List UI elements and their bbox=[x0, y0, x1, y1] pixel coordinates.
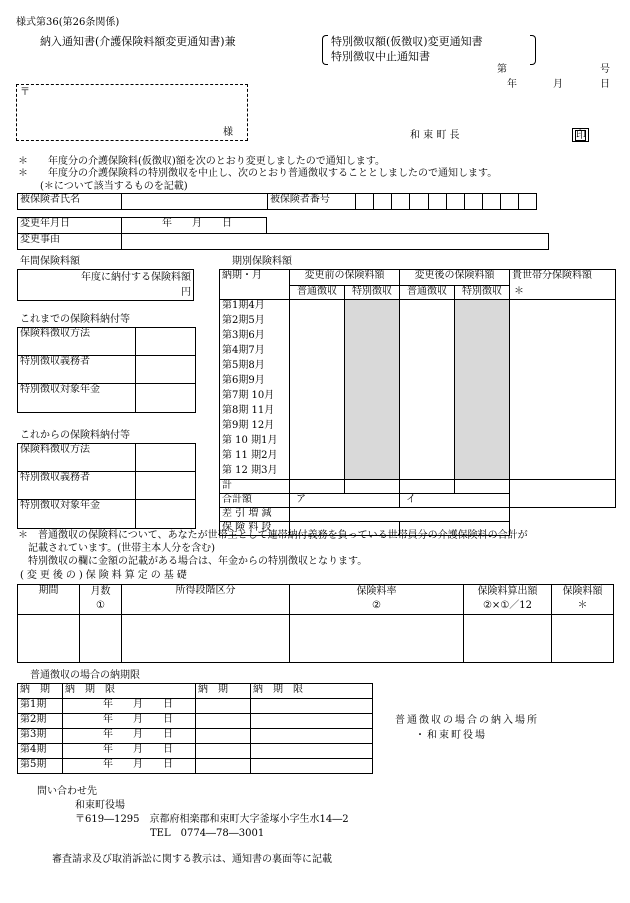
sum-a: ア bbox=[290, 494, 400, 508]
before-normal-cell bbox=[290, 360, 345, 375]
before-special-cell bbox=[345, 300, 400, 315]
past-obligor-label: 特別徴収義務者 bbox=[18, 356, 136, 384]
due-term-2 bbox=[196, 699, 251, 714]
future-table bbox=[17, 443, 196, 529]
change-table bbox=[17, 217, 549, 250]
period-rows bbox=[220, 300, 616, 480]
note-line-3: 特別徴収の欄に金額の記載がある場合は、年金からの特別徴収となります。 bbox=[28, 556, 368, 567]
after-special-cell bbox=[455, 300, 510, 315]
notice-line-2: ＊ 年度分の介護保険料の特別徴収を中止し、次のとおり普通徴収することとしましたので通知します。 bbox=[18, 168, 498, 179]
due-row bbox=[18, 759, 373, 774]
before-special-cell bbox=[345, 420, 400, 435]
before-normal-cell bbox=[290, 450, 345, 465]
period-label: 第 12 期3月 bbox=[220, 465, 290, 480]
postal-mark: 〒 bbox=[20, 87, 30, 98]
due-term-2 bbox=[196, 729, 251, 744]
period-header-before: 変更前の保険料額 bbox=[290, 270, 400, 286]
insured-name-value bbox=[122, 194, 268, 210]
due-term: 第5期 bbox=[18, 759, 63, 774]
before-normal-cell bbox=[290, 390, 345, 405]
due-term: 第4期 bbox=[18, 744, 63, 759]
before-normal-cell bbox=[290, 330, 345, 345]
basis-header-amount: 保険料額 ＊ bbox=[552, 585, 614, 615]
basis-title: (変更後の)保険料算定の基礎 bbox=[20, 570, 190, 581]
after-normal-cell bbox=[400, 330, 455, 345]
before-special-cell bbox=[345, 405, 400, 420]
due-row bbox=[18, 714, 373, 729]
title-sub1: 特別徴収額(仮徴収)変更通知書 bbox=[331, 35, 483, 48]
insured-number-digit bbox=[500, 194, 518, 210]
insured-number-label: 被保険者番号 bbox=[267, 194, 355, 210]
household-star: ＊ bbox=[510, 286, 616, 300]
due-table bbox=[17, 683, 373, 774]
doc-number-prefix: 第 bbox=[497, 64, 507, 75]
after-special-cell bbox=[455, 390, 510, 405]
due-row bbox=[18, 729, 373, 744]
annual-label: 年度に納付する保険料額 bbox=[81, 272, 191, 283]
before-normal-header: 普通徴収 bbox=[290, 286, 345, 300]
after-special-header: 特別徴収 bbox=[455, 286, 510, 300]
before-special-cell bbox=[345, 390, 400, 405]
insured-name-label: 被保険者氏名 bbox=[18, 194, 122, 210]
after-special-cell bbox=[455, 405, 510, 420]
insured-number-digit bbox=[518, 194, 536, 210]
notice-line-1: ＊ 年度分の介護保険料(仮徴収)額を次のとおり変更しましたので通知します。 bbox=[18, 156, 386, 167]
after-normal-cell bbox=[400, 450, 455, 465]
period-row bbox=[220, 300, 616, 315]
due-rows bbox=[18, 699, 373, 774]
due-term: 第2期 bbox=[18, 714, 63, 729]
due-term-2 bbox=[196, 714, 251, 729]
title-main: 納入通知書(介護保険料額変更通知書)兼 bbox=[40, 35, 236, 48]
sama-label: 様 bbox=[223, 127, 233, 138]
period-header-household: 貴世帯分保険料額 bbox=[510, 270, 616, 286]
pay-place-office: ・和束町役場 bbox=[415, 730, 487, 741]
due-date-2 bbox=[251, 699, 373, 714]
before-special-cell bbox=[345, 315, 400, 330]
period-label: 第8期 11月 bbox=[220, 405, 290, 420]
basis-header-months: 月数 ① bbox=[80, 585, 122, 615]
date-year: 年 bbox=[507, 79, 517, 90]
change-reason-label: 変更事由 bbox=[18, 234, 122, 250]
before-normal-cell bbox=[290, 345, 345, 360]
before-special-cell bbox=[345, 360, 400, 375]
change-date-value: 年 月 日 bbox=[122, 218, 267, 234]
basis-header-period: 期間 bbox=[18, 585, 80, 615]
period-label: 第5期8月 bbox=[220, 360, 290, 375]
contact-org: 和束町役場 bbox=[75, 800, 125, 811]
before-special-cell bbox=[345, 330, 400, 345]
period-header-after: 変更後の保険料額 bbox=[400, 270, 510, 286]
past-table bbox=[17, 327, 196, 413]
due-term-2 bbox=[196, 759, 251, 774]
annual-cell bbox=[18, 270, 194, 301]
period-section-title: 期別保険料額 bbox=[232, 256, 292, 267]
insured-number-digit bbox=[374, 194, 392, 210]
after-normal-header: 普通徴収 bbox=[400, 286, 455, 300]
due-date: 年 月 日 bbox=[63, 729, 196, 744]
after-normal-cell bbox=[400, 300, 455, 315]
after-normal-cell bbox=[400, 375, 455, 390]
contact-tel: TEL 0774―78―3001 bbox=[150, 828, 265, 839]
date-month: 月 bbox=[553, 79, 563, 90]
due-term: 第3期 bbox=[18, 729, 63, 744]
insured-number-digit bbox=[428, 194, 446, 210]
period-label: 第9期 12月 bbox=[220, 420, 290, 435]
period-label: 第6期9月 bbox=[220, 375, 290, 390]
after-special-cell bbox=[455, 435, 510, 450]
address-box bbox=[16, 84, 248, 141]
total-label: 計 bbox=[220, 480, 290, 494]
due-date: 年 月 日 bbox=[63, 759, 196, 774]
title-sub2: 特別徴収中止通知書 bbox=[331, 50, 430, 63]
due-header-date: 納 期 限 bbox=[63, 684, 196, 699]
before-special-cell bbox=[345, 450, 400, 465]
pay-place-title: 普通徴収の場合の納入場所 bbox=[395, 715, 539, 726]
period-table bbox=[219, 269, 616, 536]
after-special-cell bbox=[455, 315, 510, 330]
after-normal-cell bbox=[400, 465, 455, 480]
future-method-label: 保険料徴収方法 bbox=[18, 444, 136, 472]
future-pension-label: 特別徴収対象年金 bbox=[18, 500, 136, 529]
basis-table bbox=[17, 584, 614, 663]
annual-section-title: 年間保険料額 bbox=[20, 256, 80, 267]
insured-number-digit bbox=[410, 194, 428, 210]
before-normal-cell bbox=[290, 465, 345, 480]
title-bracket-right bbox=[530, 35, 536, 65]
period-header-term: 納期・月 bbox=[220, 270, 290, 300]
period-label: 第 10 期1月 bbox=[220, 435, 290, 450]
after-special-cell bbox=[455, 375, 510, 390]
before-normal-cell bbox=[290, 435, 345, 450]
future-obligor-label: 特別徴収義務者 bbox=[18, 472, 136, 500]
contact-address: 〒619―1295 京都府相楽郡和束町大字釜塚小字生水14―2 bbox=[75, 814, 349, 825]
notice-line-3: (＊について該当するものを記載) bbox=[40, 181, 188, 192]
after-normal-cell bbox=[400, 360, 455, 375]
after-normal-cell bbox=[400, 315, 455, 330]
footer-note: 審査請求及び取消訴訟に関する教示は、通知書の裏面等に記載 bbox=[52, 854, 332, 865]
sum-i: イ bbox=[400, 494, 510, 508]
due-header-term-2: 納 期 bbox=[196, 684, 251, 699]
after-special-cell bbox=[455, 360, 510, 375]
insured-number-digit bbox=[446, 194, 464, 210]
past-method-label: 保険料徴収方法 bbox=[18, 328, 136, 356]
note-line-1: ＊ 普通徴収の保険料について、あなたが世帯主として連帯納付義務を負っている世帯員分の介護保険料の合計が bbox=[18, 530, 528, 541]
after-normal-cell bbox=[400, 390, 455, 405]
period-label: 第2期5月 bbox=[220, 315, 290, 330]
after-normal-cell bbox=[400, 435, 455, 450]
period-label: 第 11 期2月 bbox=[220, 450, 290, 465]
stage-label: 保 険 料 段 bbox=[220, 522, 290, 536]
before-normal-cell bbox=[290, 405, 345, 420]
insured-number-digit bbox=[356, 194, 374, 210]
before-special-cell bbox=[345, 435, 400, 450]
before-special-cell bbox=[345, 345, 400, 360]
before-normal-cell bbox=[290, 375, 345, 390]
sum-label: 合計額 bbox=[220, 494, 290, 508]
household-cell bbox=[510, 300, 616, 480]
after-special-cell bbox=[455, 450, 510, 465]
after-normal-cell bbox=[400, 405, 455, 420]
due-date-2 bbox=[251, 759, 373, 774]
contact-title: 問い合わせ先 bbox=[37, 786, 97, 797]
basis-header-income-class: 所得段階区分 bbox=[122, 585, 290, 615]
after-special-cell bbox=[455, 345, 510, 360]
due-date-2 bbox=[251, 744, 373, 759]
after-normal-cell bbox=[400, 420, 455, 435]
due-date: 年 月 日 bbox=[63, 714, 196, 729]
period-label: 第1期4月 bbox=[220, 300, 290, 315]
due-term: 第1期 bbox=[18, 699, 63, 714]
before-normal-cell bbox=[290, 420, 345, 435]
doc-number-suffix: 号 bbox=[600, 64, 610, 75]
before-normal-cell bbox=[290, 315, 345, 330]
change-date-label: 変更年月日 bbox=[18, 218, 122, 234]
due-date-2 bbox=[251, 729, 373, 744]
due-date-2 bbox=[251, 714, 373, 729]
due-term-2 bbox=[196, 744, 251, 759]
after-special-cell bbox=[455, 465, 510, 480]
due-date: 年 月 日 bbox=[63, 699, 196, 714]
before-special-header: 特別徴収 bbox=[345, 286, 400, 300]
insured-number-digit bbox=[464, 194, 482, 210]
change-reason-value bbox=[122, 234, 549, 250]
date-day: 日 bbox=[600, 79, 610, 90]
due-row bbox=[18, 744, 373, 759]
future-section-title: これからの保険料納付等 bbox=[20, 430, 130, 441]
basis-header-calc: 保険料算出額 ②×①／12 bbox=[464, 585, 552, 615]
insured-number-digit bbox=[392, 194, 410, 210]
annual-unit: 円 bbox=[181, 287, 191, 298]
diff-label: 差 引 増 減 bbox=[220, 508, 290, 522]
annual-table bbox=[17, 269, 194, 301]
after-special-cell bbox=[455, 420, 510, 435]
before-special-cell bbox=[345, 375, 400, 390]
due-section-title: 普通徴収の場合の納期限 bbox=[30, 670, 140, 681]
before-normal-cell bbox=[290, 300, 345, 315]
due-date: 年 月 日 bbox=[63, 744, 196, 759]
town-chief: 和 束 町 長 bbox=[410, 130, 460, 141]
before-special-cell bbox=[345, 465, 400, 480]
period-label: 第3期6月 bbox=[220, 330, 290, 345]
period-label: 第7期 10月 bbox=[220, 390, 290, 405]
due-row bbox=[18, 699, 373, 714]
due-header-date-2: 納 期 限 bbox=[251, 684, 373, 699]
past-section-title: これまでの保険料納付等 bbox=[20, 314, 130, 325]
form-number: 様式第36(第26条関係) bbox=[16, 17, 120, 28]
after-special-cell bbox=[455, 330, 510, 345]
past-pension-label: 特別徴収対象年金 bbox=[18, 384, 136, 413]
after-normal-cell bbox=[400, 345, 455, 360]
period-label: 第4期7月 bbox=[220, 345, 290, 360]
basis-header-rate: 保険料率 ② bbox=[290, 585, 464, 615]
insured-table bbox=[17, 193, 537, 210]
insured-number-digit bbox=[482, 194, 500, 210]
note-line-2: 記載されています。(世帯主本人分を含む) bbox=[28, 543, 216, 554]
due-header-term: 納 期 bbox=[18, 684, 63, 699]
title-bracket-left bbox=[322, 35, 328, 65]
seal-mark: 印 bbox=[572, 128, 589, 142]
